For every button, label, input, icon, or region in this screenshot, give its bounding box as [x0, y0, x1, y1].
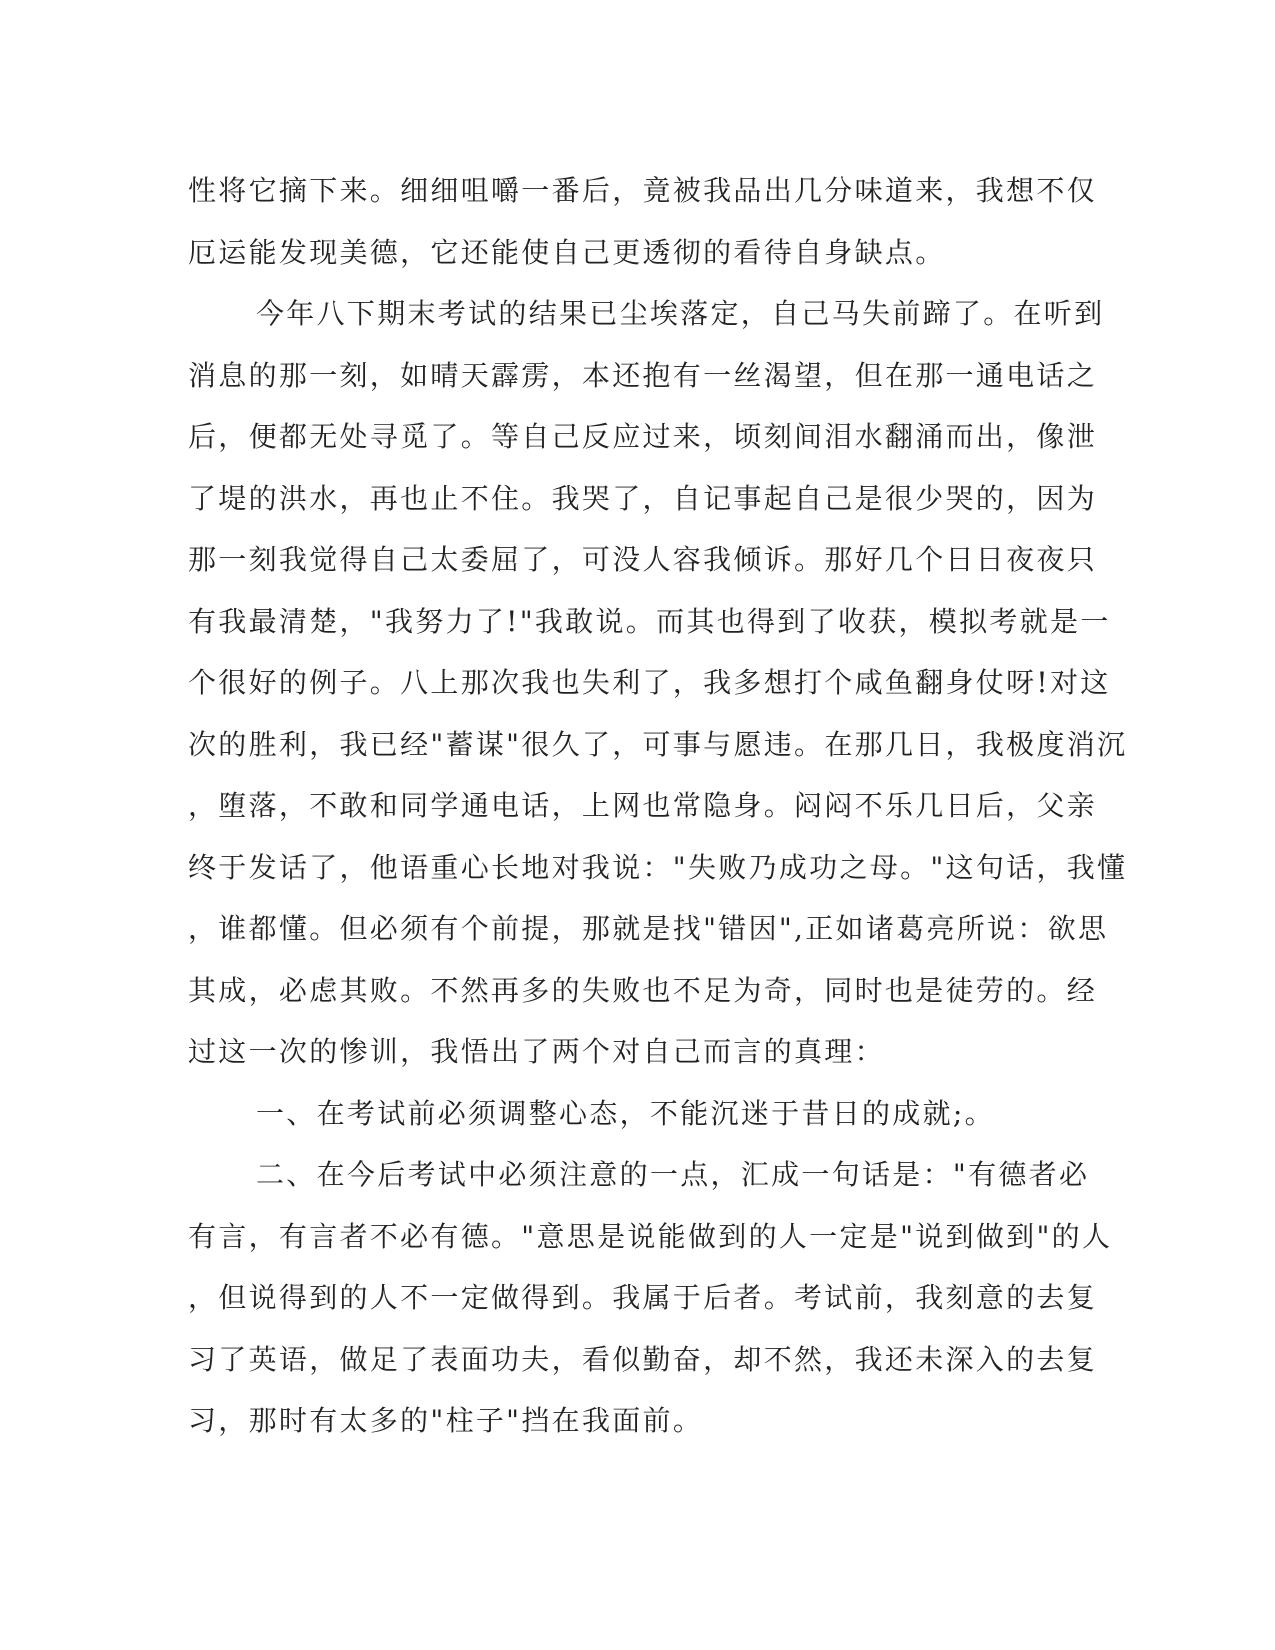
paragraph-start-line: 一、在考试前必须调整心态，不能沉迷于昔日的成就;。 — [256, 1096, 995, 1130]
text-line: 性将它摘下来。细细咀嚼一番后，竟被我品出几分味道来，我想不仅 — [188, 174, 1098, 207]
text-line: 终于发话了，他语重心长地对我说："失败乃成功之母。"这句话，我懂 — [188, 850, 1128, 884]
text-line: 次的胜利，我已经"蓄谋"很久了，可事与愿违。在那几日，我极度消沉 — [188, 727, 1128, 761]
text-line: 过这一次的惨训，我悟出了两个对自己而言的真理： — [188, 1035, 885, 1068]
text-line: 消息的那一刻，如晴天霹雳，本还抱有一丝渴望，但在那一通电话之 — [188, 358, 1098, 392]
paragraph-start-line: 二、在今后考试中必须注意的一点，汇成一句话是："有德者必 — [256, 1158, 1090, 1191]
text-line: 习了英语，做足了表面功夫，看似勤奋，却不然，我还未深入的去复 — [188, 1342, 1098, 1376]
text-line: ，但说得到的人不一定做得到。我属于后者。考试前，我刻意的去复 — [188, 1281, 1098, 1314]
text-line: 有言，有言者不必有德。"意思是说能做到的人一定是"说到做到"的人 — [188, 1219, 1113, 1253]
text-line: 有我最清楚，"我努力了!"我敢说。而其也得到了收获，模拟考就是一 — [188, 604, 1111, 638]
text-line: 厄运能发现美德，它还能使自己更透彻的看待自身缺点。 — [188, 235, 946, 269]
text-line: ，谁都懂。但必须有个前提，那就是找"错因",正如诸葛亮所说：欲思 — [188, 912, 1109, 945]
text-line: 个很好的例子。八上那次我也失利了，我多想打个咸鱼翻身仗呀!对这 — [188, 666, 1111, 699]
text-line: 其成，必虑其败。不然再多的失败也不足为奇，同时也是徒劳的。经 — [188, 973, 1098, 1007]
paragraph-start-line: 今年八下期末考试的结果已尘埃落定，自己马失前蹄了。在听到 — [256, 297, 1105, 330]
text-line: 那一刻我觉得自己太委屈了，可没人容我倾诉。那好几个日日夜夜只 — [188, 543, 1098, 576]
body-text — [188, 160, 1128, 1452]
text-line: ，堕落，不敢和同学通电话，上网也常隐身。闷闷不乐几日后，父亲 — [188, 789, 1098, 822]
text-line: 习，那时有太多的"柱子"挡在我面前。 — [188, 1404, 704, 1437]
text-line: 后，便都无处寻觅了。等自己反应过来，顷刻间泪水翻涌而出，像泄 — [188, 420, 1098, 453]
text-line: 了堤的洪水，再也止不住。我哭了，自记事起自己是很少哭的，因为 — [188, 481, 1098, 515]
